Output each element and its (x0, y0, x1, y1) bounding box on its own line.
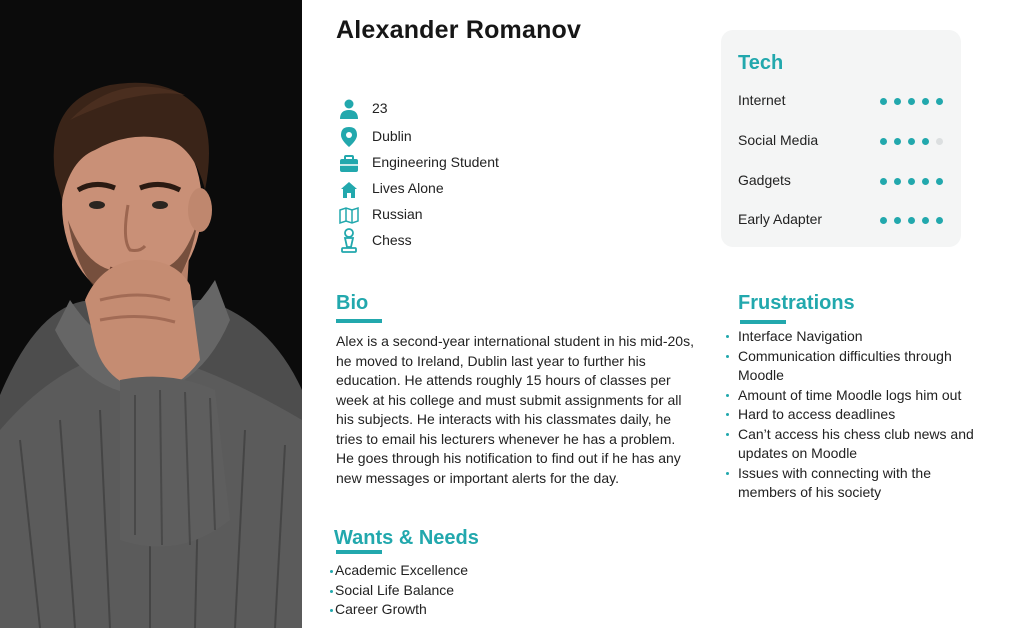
list-item: Communication difficulties through Moodle (726, 347, 988, 386)
rating-dot-filled (894, 98, 901, 105)
list-item: Interface Navigation (726, 327, 988, 347)
rating-dot-filled (908, 138, 915, 145)
list-item: Hard to access deadlines (726, 405, 988, 425)
tech-label: Gadgets (738, 172, 791, 188)
chess-pawn-icon (338, 227, 360, 255)
fact-hobby (338, 230, 598, 252)
tech-row (738, 92, 953, 112)
rating-dot-filled (922, 98, 929, 105)
rating-dot-empty (936, 138, 943, 145)
tech-panel (721, 30, 961, 247)
list-item: Amount of time Moodle logs him out (726, 386, 988, 406)
wants-underline (336, 550, 382, 554)
rating-dot-filled (880, 138, 887, 145)
rating-dot-filled (922, 217, 929, 224)
rating-dots (880, 178, 944, 186)
bio-underline (336, 319, 382, 323)
wants-title: Wants & Needs (334, 527, 479, 549)
rating-dot-filled (894, 138, 901, 145)
fact-label: Engineering Student (372, 154, 499, 170)
list-item: Social Life Balance (330, 581, 468, 601)
tech-label: Internet (738, 92, 786, 108)
wants-list (330, 561, 468, 620)
rating-dot-filled (936, 217, 943, 224)
fact-occupation (338, 152, 598, 174)
tech-label: Social Media (738, 132, 819, 148)
rating-dot-filled (894, 217, 901, 224)
bio-text: Alex is a second-year international student in his mid-20s, he moved to Ireland, Dublin last year to further his education. He attends roughly 15 hours of classes per week at his college and must submit assignments for all his subjects. He interacts with his classmates daily, he tries to email his lecturers whenever he has a problem. He goes through his notification to find out if he has any new messages or important alerts for the day. (336, 333, 694, 486)
fact-label: Chess (372, 232, 412, 248)
list-item: Can’t access his chess club news and updates on Moodle (726, 425, 988, 464)
rating-dot-filled (894, 178, 901, 185)
rating-dot-filled (880, 178, 887, 185)
rating-dot-filled (880, 98, 887, 105)
tech-row (738, 211, 953, 231)
list-item: Academic Excellence (330, 561, 468, 581)
list-item: Issues with connecting with the members of his society (726, 464, 988, 503)
briefcase-icon (338, 152, 360, 174)
frustrations-list (726, 327, 988, 503)
tech-title: Tech (738, 52, 784, 74)
tech-row (738, 132, 953, 152)
frustrations-title: Frustrations (738, 292, 855, 314)
rating-dot-filled (908, 98, 915, 105)
fact-label: Russian (372, 206, 423, 222)
fact-label: 23 (372, 100, 388, 116)
rating-dot-filled (922, 178, 929, 185)
map-icon (338, 204, 360, 226)
rating-dot-filled (936, 98, 943, 105)
rating-dot-filled (908, 178, 915, 185)
rating-dots (880, 138, 944, 146)
rating-dot-filled (922, 138, 929, 145)
fact-label: Lives Alone (372, 180, 444, 196)
list-item: Career Growth (330, 600, 468, 620)
fact-label: Dublin (372, 128, 412, 144)
persona-photo (0, 0, 302, 628)
home-icon (338, 178, 360, 200)
tech-row (738, 172, 953, 192)
fact-age (338, 98, 598, 120)
rating-dot-filled (880, 217, 887, 224)
fact-nationality (338, 204, 598, 226)
persona-photo-illustration (0, 0, 302, 628)
rating-dot-filled (908, 217, 915, 224)
bio-title: Bio (336, 292, 369, 314)
person-icon (338, 98, 360, 120)
persona-name: Alexander Romanov (336, 16, 582, 44)
rating-dot-filled (936, 178, 943, 185)
tech-label: Early Adapter (738, 211, 823, 227)
rating-dots (880, 98, 944, 106)
rating-dots (880, 217, 944, 225)
fact-location (338, 126, 598, 148)
location-pin-icon (338, 126, 360, 148)
fact-living (338, 178, 598, 200)
frustrations-underline (740, 320, 786, 324)
